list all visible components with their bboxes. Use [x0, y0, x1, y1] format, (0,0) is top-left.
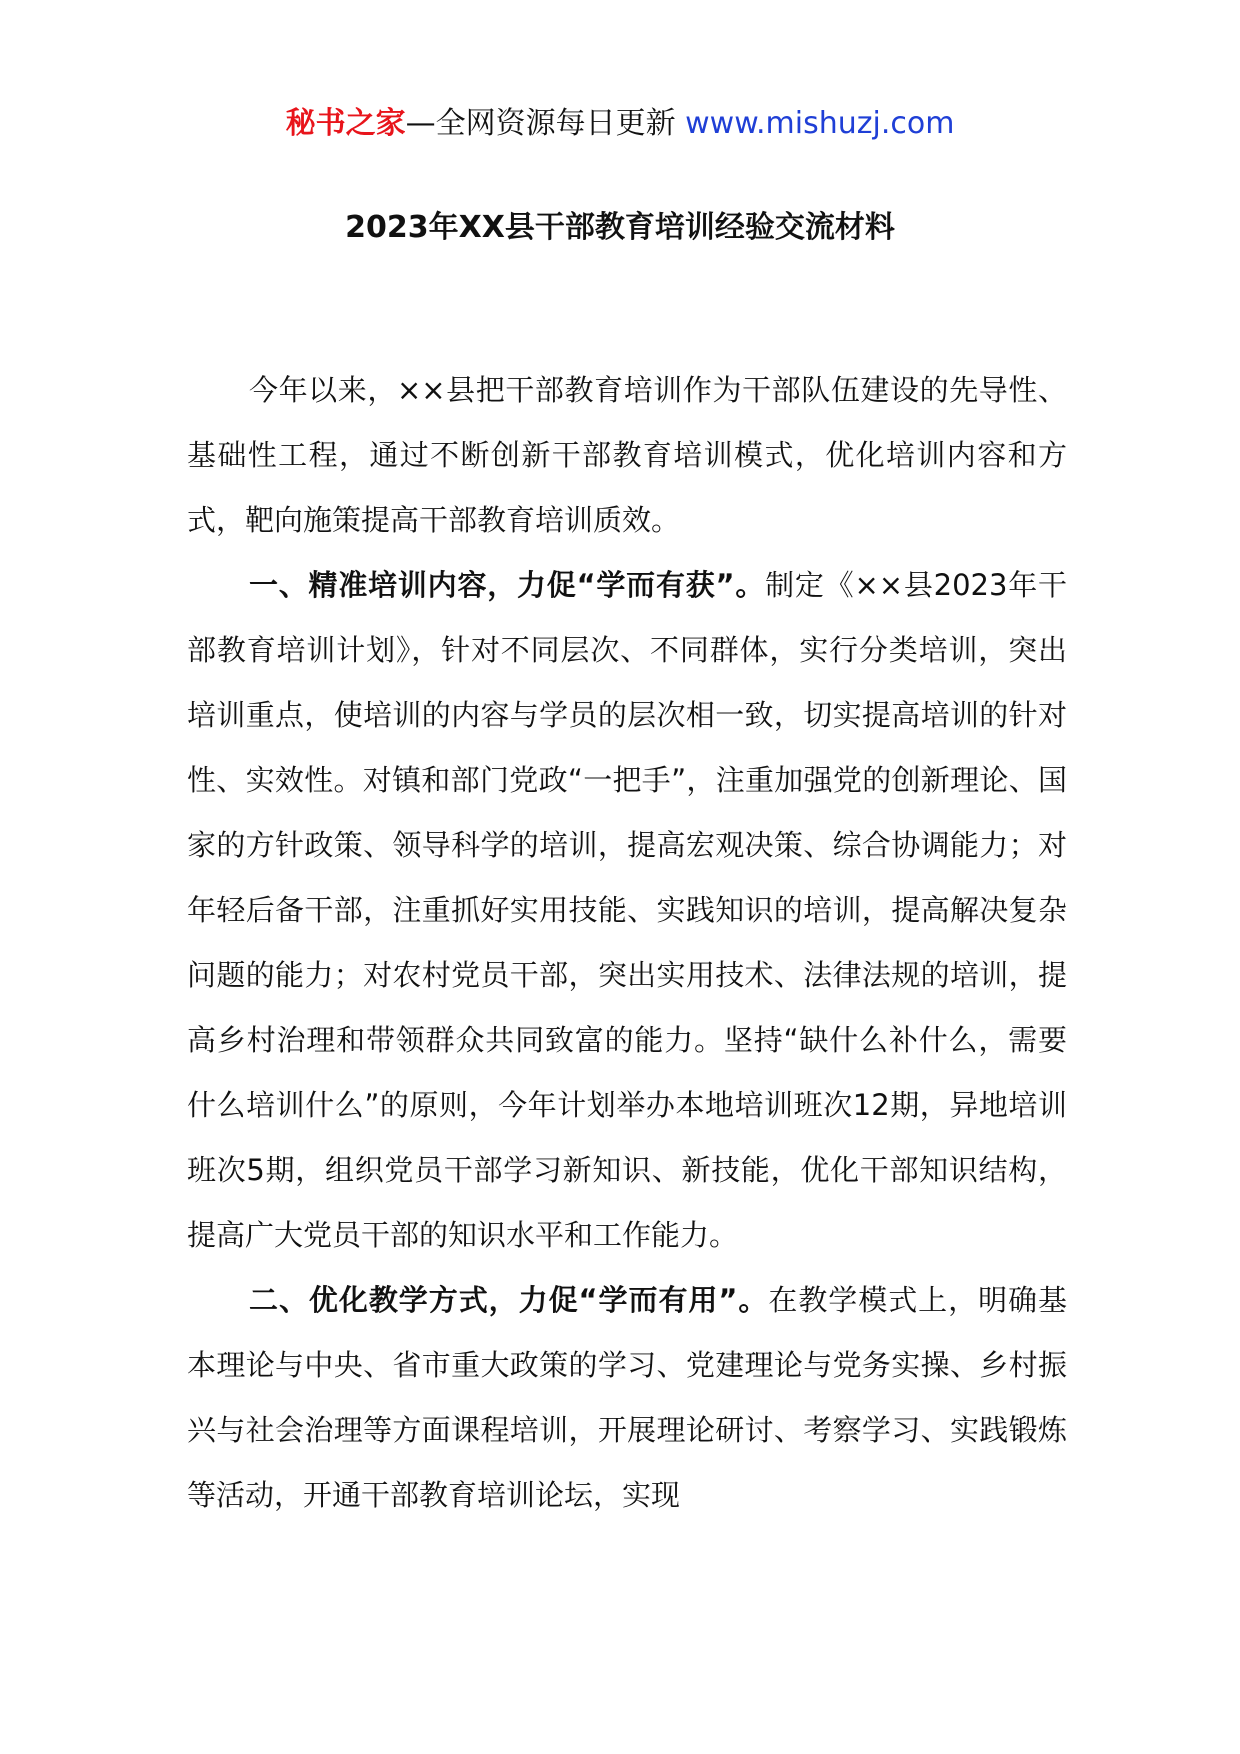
section-one-paragraph: [187, 553, 1067, 1268]
document-title: 2023年XX县干部教育培训经验交流材料: [345, 210, 895, 245]
section-two-heading: 二、优化教学方式，力促“学而有用”。: [249, 1283, 769, 1317]
site-url-link[interactable]: www.mishuzj.com: [685, 106, 955, 141]
document-body: [187, 358, 1067, 1528]
section-one-heading: 一、精准培训内容，力促“学而有获”。: [249, 568, 766, 602]
section-two-paragraph: [187, 1268, 1067, 1528]
site-name: 秘书之家: [285, 106, 406, 141]
section-two-text: 在教学模式上，明确基本理论与中央、省市重大政策的学习、党建理论与党务实操、乡村振兴与社会治理等方面课程培训，开展理论研讨、考察学习、实践锻炼等活动，开通干部教育培训论坛，实现: [187, 1283, 1067, 1512]
site-tagline: —全网资源每日更新: [405, 106, 686, 141]
intro-paragraph: [187, 358, 1067, 553]
section-one-text: 制定《××县2023年干部教育培训计划》，针对不同层次、不同群体，实行分类培训，突出培训重点，使培训的内容与学员的层次相一致，切实提高培训的针对性、实效性。对镇和部门党政“一把手”，注重加强党的创新理论、国家的方针政策、领导科学的培训，提高宏观决策、综合协调能力；对年轻后备干部，注重抓好实用技能、实践知识的培训，提高解决复杂问题的能力；对农村党员干部，突出实用技术、法律法规的培训，提高乡村治理和带领群众共同致富的能力。坚持“缺什么补什么，需要什么培训什么”的原则，今年计划举办本地培训班次12期，异地培训班次5期，组织党员干部学习新知识、新技能，优化干部知识结构，提高广大党员干部的知识水平和工作能力。: [187, 568, 1067, 1252]
site-header: [0, 102, 1240, 146]
paragraph-text: 今年以来，××县把干部教育培训作为干部队伍建设的先导性、基础性工程，通过不断创新干部教育培训模式，优化培训内容和方式，靶向施策提高干部教育培训质效。: [187, 373, 1067, 537]
